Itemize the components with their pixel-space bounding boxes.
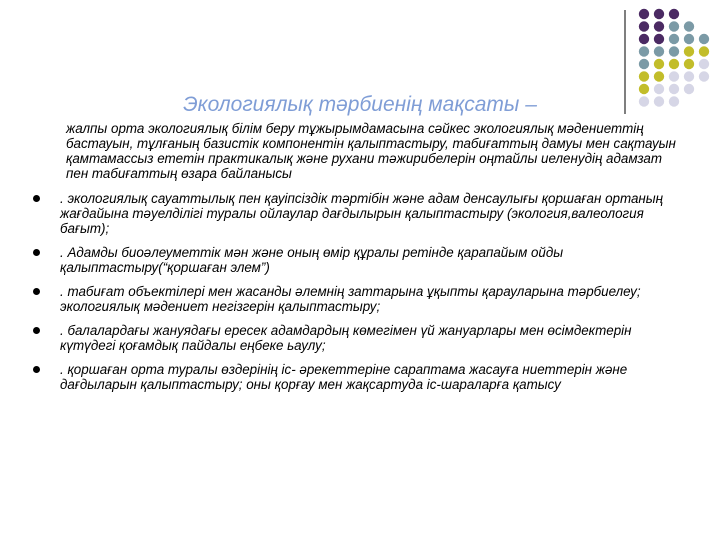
decor-dot [684, 46, 694, 56]
decor-dot [699, 34, 709, 44]
decor-dot [684, 71, 694, 81]
bullet-icon [33, 366, 40, 373]
decor-dot [669, 9, 679, 19]
bullet-icon [33, 195, 40, 202]
bullet-text: . қоршаған орта туралы өздерінің іс- әрекеттеріне сараптама жасауға ниеттерін және дағдыларын қалыптастыру; оны қорғау мен жақсартуда іс-шараларға қатысу [60, 362, 628, 392]
bullet-icon [33, 327, 40, 334]
decor-dot [639, 46, 649, 56]
decor-dot [699, 46, 709, 56]
decor-dot [639, 21, 649, 31]
decor-dot [669, 71, 679, 81]
bullet-list [60, 191, 680, 392]
list-item [60, 284, 680, 314]
decor-dot [654, 9, 664, 19]
bullet-icon [33, 249, 40, 256]
decor-dot [639, 59, 649, 69]
list-item [60, 245, 680, 275]
bullet-text: . экологиялық сауаттылық пен қауіпсіздік тәртібін және адам денсаулығы қоршаған ортаның жағдайына тәуелділігі туралы ойлаулар дағдылырын қалыптастыру (экология,валеология бағыт); [60, 191, 664, 236]
bullet-icon [33, 288, 40, 295]
decor-dot [669, 46, 679, 56]
decor-dot [684, 59, 694, 69]
decor-dot [654, 71, 664, 81]
bullet-text: . табиғат объектілері мен жасанды әлемнің заттарына ұқыпты қарауларына тәрбиелеу; экологиялық мәдениет негізгерін қалыптастыру; [60, 284, 641, 314]
decor-dot [654, 34, 664, 44]
bullet-text: . Адамды биоәлеуметтік мән және оның өмір құралы ретінде қарапайым ойды қалыптастыру(“қоршаған элем”) [60, 245, 564, 275]
decor-dot [684, 34, 694, 44]
slide-title: Экологиялық тәрбиенің мақсаты – [183, 93, 537, 116]
decor-dot [684, 21, 694, 31]
slide-body [60, 121, 680, 401]
decor-dot [654, 59, 664, 69]
decor-dot [669, 21, 679, 31]
list-item [60, 323, 680, 353]
list-item [60, 191, 680, 236]
decor-dot [639, 71, 649, 81]
decor-dot [699, 71, 709, 81]
decor-dot [699, 59, 709, 69]
decor-dot [669, 34, 679, 44]
decor-dot [669, 59, 679, 69]
decor-dot [654, 46, 664, 56]
decor-dot [639, 34, 649, 44]
list-item [60, 362, 680, 392]
decor-dot [654, 21, 664, 31]
bullet-text: . балалардағы жануядағы ересек адамдардың көмегімен үй жануарлары мен өсімдектерін күтүдегі қоғамдық пайдалы еңбеке ьаулу; [60, 323, 632, 353]
decor-dot [639, 9, 649, 19]
intro-paragraph: жалпы орта экологиялық білім беру тұжырымдамасына сәйкес экологиялық мәдениеттің бастауын, тұлғаның базистік компонентін қалыптастыру, табиғаттың дамуы мен сақтауын қамтамассыз ететін практикалық және рухани тәжирибелерін оңтайлы иеленудің адамзат пен табиғаттың өзара байланысы [66, 121, 676, 181]
